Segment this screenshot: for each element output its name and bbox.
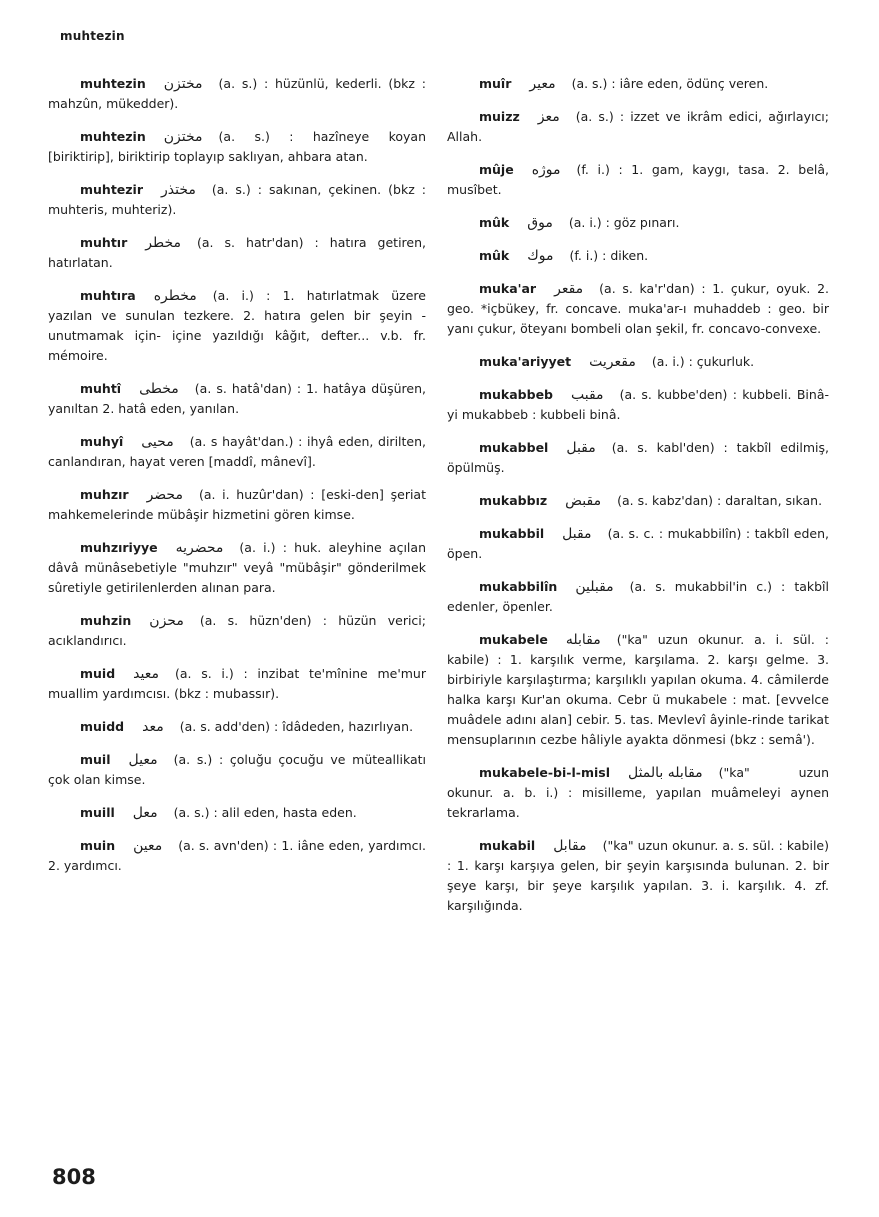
entry-arabic-script: معل [132, 805, 158, 821]
entry-arabic-script: مقعريت [589, 354, 636, 370]
entry-arabic-script: محضريه [175, 540, 224, 556]
entry-arabic-script: مقابل [553, 838, 587, 854]
entry-arabic-script: محيى [141, 434, 174, 450]
entry-headword: muhzin [80, 613, 132, 628]
entry-arabic-script: موژه [531, 162, 561, 178]
dictionary-entry [48, 485, 426, 525]
entry-arabic-script: موك [527, 248, 554, 264]
entry-arabic-script: معيد [133, 666, 159, 682]
entry-arabic-script: مخطر [145, 235, 181, 251]
entry-definition: (a. s.) : çoluğu çocuğu ve müteallikatı çok olan kimse. [48, 752, 426, 787]
entry-definition: (a. s. mukabbil'in c.) : takbîl edenler, öpenler. [447, 579, 829, 614]
entry-arabic-script: مخطى [139, 381, 179, 397]
entry-arabic-script: مقابله [565, 632, 601, 648]
dictionary-entry [48, 233, 426, 273]
entry-arabic-script: مختذر [161, 182, 196, 198]
entry-arabic-script: مقبب [571, 387, 604, 403]
entry-arabic-script: موق [527, 215, 553, 231]
entry-definition: ("ka" uzun okunur. a. b. i.) : misilleme, yapılan muâmeleyi aynen tekrarlama. [447, 765, 829, 820]
entry-headword: muhtezin [80, 76, 146, 91]
entry-headword: muil [80, 752, 111, 767]
entry-definition: (a. s.) : iâre eden, ödünç veren. [571, 76, 769, 91]
entry-definition: (a. s. hatâ'dan) : 1. hatâya düşüren, yanıltan 2. hatâ eden, yanılan. [48, 381, 426, 416]
entry-arabic-script: مقبض [565, 493, 602, 509]
dictionary-entry [447, 491, 829, 511]
dictionary-entry [447, 74, 829, 94]
entry-arabic-script: مختزن [163, 76, 203, 92]
entry-headword: mukabbel [479, 440, 549, 455]
entry-headword: muidd [80, 719, 125, 734]
entry-arabic-script: معير [529, 76, 556, 92]
entry-definition: (a. s. kabl'den) : takbîl edilmiş, öpülmüş. [447, 440, 829, 475]
dictionary-entry [48, 717, 426, 737]
entry-definition: (a. s. ka'r'dan) : 1. çukur, oyuk. 2. geo. *içbükey, fr. concave. muka'ar-ı muhaddeb : geo. bir yanı çukur, öteyanı bombeli olan şekil, fr. concavo-convexe. [447, 281, 829, 336]
entry-definition: (a. s. kubbe'den) : kubbeli. Binâ-yi mukabbeb : kubbeli binâ. [447, 387, 829, 422]
right-column [447, 74, 829, 929]
dictionary-entry [48, 180, 426, 220]
dictionary-entry [48, 611, 426, 651]
dictionary-entry [48, 286, 426, 366]
entry-definition: (a. s.) : sakınan, çekinen. (bkz : muhteris, muhteriz). [48, 182, 426, 217]
dictionary-entry [447, 246, 829, 266]
entry-definition: (a. s. avn'den) : 1. iâne eden, yardımcı. 2. yardımcı. [48, 838, 426, 873]
entry-definition: ("ka" uzun okunur. a. s. sül. : kabile) : 1. karşı karşıya gelen, bir şeyin karşısında bulunan. 2. bir şeye karşı, bir şeye karşılık yapılan. 3. i. karşılık. 4. zf. karşılığında. [447, 838, 829, 913]
entry-arabic-script: مقابله بالمثل [627, 765, 703, 781]
dictionary-entry [447, 763, 829, 823]
entry-headword: mukabele-bi-l-misl [479, 765, 610, 780]
entry-arabic-script: معز [537, 109, 560, 125]
entry-definition: (a. i.) : huk. aleyhine açılan dâvâ münâsebetiyle "muhzır" veyâ "mübâşir" gönderilmek sûretiyle getirilenlerden alınan para. [48, 540, 426, 595]
entry-arabic-script: محزن [149, 613, 184, 629]
entry-headword: muka'ariyyet [479, 354, 572, 369]
dictionary-entry [447, 107, 829, 147]
entry-arabic-script: معيل [128, 752, 158, 768]
entry-definition: (a. i. huzûr'dan) : [eski-den] şeriat mahkemelerinde mübâşir hizmetini gören kimse. [48, 487, 426, 522]
dictionary-entry [447, 213, 829, 233]
dictionary-entry [48, 127, 426, 167]
entry-headword: mukabbeb [479, 387, 553, 402]
dictionary-entry [48, 74, 426, 114]
dictionary-entry [447, 836, 829, 916]
dictionary-entry [48, 432, 426, 472]
entry-headword: muhtî [80, 381, 122, 396]
entry-definition: (f. i.) : 1. gam, kaygı, tasa. 2. belâ, musîbet. [447, 162, 829, 197]
entry-arabic-script: مخطره [153, 288, 197, 304]
entry-definition: (a. s.) : izzet ve ikrâm edici, ağırlayıcı; Allah. [447, 109, 829, 144]
entry-arabic-script: محضر [146, 487, 183, 503]
entry-definition: (a. s hayât'dan.) : ihyâ eden, dirilten, canlandıran, hayat veren [maddî, mânevî]. [48, 434, 426, 469]
entry-definition: (a. s. add'den) : îdâdeden, hazırlıyan. [179, 719, 414, 734]
left-column [48, 74, 426, 889]
entry-headword: mukabil [479, 838, 536, 853]
entry-definition: (a. s. i.) : inzibat te'mînine me'mur muallim yardımcısı. (bkz : mubassır). [48, 666, 426, 701]
entry-definition: (f. i.) : diken. [569, 248, 649, 263]
entry-definition: ("ka" uzun okunur. a. i. sül. : kabile) : 1. karşılık verme, karşılama. 2. karşı gelme. 3. birbiriyle karşılaştırma; karşılıklı yapılan okuma. 4. câmilerde halka karşı Kur'an okuma. Cebr ü mukabele : mat. [evvelce muâdele adını alan] cebir. 5. tas. Mevlevî âyinle-rinde tarikat mensuplarının cezbe hâliyle ayakta dönmesi (bkz : semâ'). [447, 632, 829, 747]
entry-headword: muizz [479, 109, 520, 124]
entry-definition: (a. i.) : göz pınarı. [568, 215, 680, 230]
entry-headword: mukabbilîn [479, 579, 558, 594]
dictionary-entry [447, 630, 829, 750]
dictionary-entry [447, 385, 829, 425]
dictionary-entry [48, 538, 426, 598]
entry-headword: mukabbil [479, 526, 545, 541]
entry-headword: muhzır [80, 487, 129, 502]
entry-arabic-script: مختزن [163, 129, 203, 145]
dictionary-entry [48, 379, 426, 419]
entry-headword: muhtır [80, 235, 128, 250]
entry-arabic-script: مقبل [566, 440, 596, 456]
entry-definition: (a. s.) : alil eden, hasta eden. [173, 805, 357, 820]
entry-definition: (a. i.) : 1. hatırlatmak üzere yazılan ve sunulan tezkere. 2. hatıra gelen bir şeyin -unutmamak için- içine yazıldığı kâğıt, defter... v.b. fr. mémoire. [48, 288, 426, 363]
entry-headword: muhyî [80, 434, 124, 449]
entry-arabic-script: مقعر [554, 281, 584, 297]
dictionary-entry [447, 577, 829, 617]
entry-arabic-script: معين [133, 838, 163, 854]
entry-headword: muhtıra [80, 288, 136, 303]
entry-headword: muid [80, 666, 116, 681]
entry-headword: mukabele [479, 632, 548, 647]
entry-definition: (a. s.) : hüzünlü, kederli. (bkz : mahzûn, mükedder). [48, 76, 426, 111]
entry-headword: muhtezir [80, 182, 144, 197]
entry-arabic-script: مقبلين [575, 579, 614, 595]
entry-definition: (a. s. kabz'dan) : daraltan, sıkan. [617, 493, 823, 508]
entry-headword: muill [80, 805, 115, 820]
entry-definition: (a. s.) : hazîneye koyan [biriktirip], biriktirip toplayıp saklıyan, ahbara atan. [48, 129, 426, 164]
running-head: muhtezin [60, 29, 125, 43]
entry-headword: muhzıriyye [80, 540, 158, 555]
entry-headword: mukabbız [479, 493, 548, 508]
dictionary-entry [48, 803, 426, 823]
dictionary-entry [447, 352, 829, 372]
entry-headword: muîr [479, 76, 512, 91]
entry-headword: mûk [479, 215, 510, 230]
dictionary-entry [48, 750, 426, 790]
dictionary-entry [48, 836, 426, 876]
dictionary-entry [447, 438, 829, 478]
entry-definition: (a. s. hüzn'den) : hüzün verici; acıklandırıcı. [48, 613, 426, 648]
entry-headword: mûk [479, 248, 510, 263]
entry-definition: (a. s. c. : mukabbilîn) : takbîl eden, öpen. [447, 526, 829, 561]
entry-headword: mûje [479, 162, 514, 177]
entry-headword: muhtezin [80, 129, 146, 144]
dictionary-entry [447, 279, 829, 339]
entry-headword: muin [80, 838, 116, 853]
dictionary-entry [48, 664, 426, 704]
dictionary-entry [447, 524, 829, 564]
entry-headword: muka'ar [479, 281, 537, 296]
dictionary-entry [447, 160, 829, 200]
entry-definition: (a. i.) : çukurluk. [651, 354, 755, 369]
page-number: 808 [52, 1165, 96, 1189]
entry-arabic-script: معد [142, 719, 164, 735]
entry-definition: (a. s. hatr'dan) : hatıra getiren, hatırlatan. [48, 235, 426, 270]
entry-arabic-script: مقبل [562, 526, 592, 542]
